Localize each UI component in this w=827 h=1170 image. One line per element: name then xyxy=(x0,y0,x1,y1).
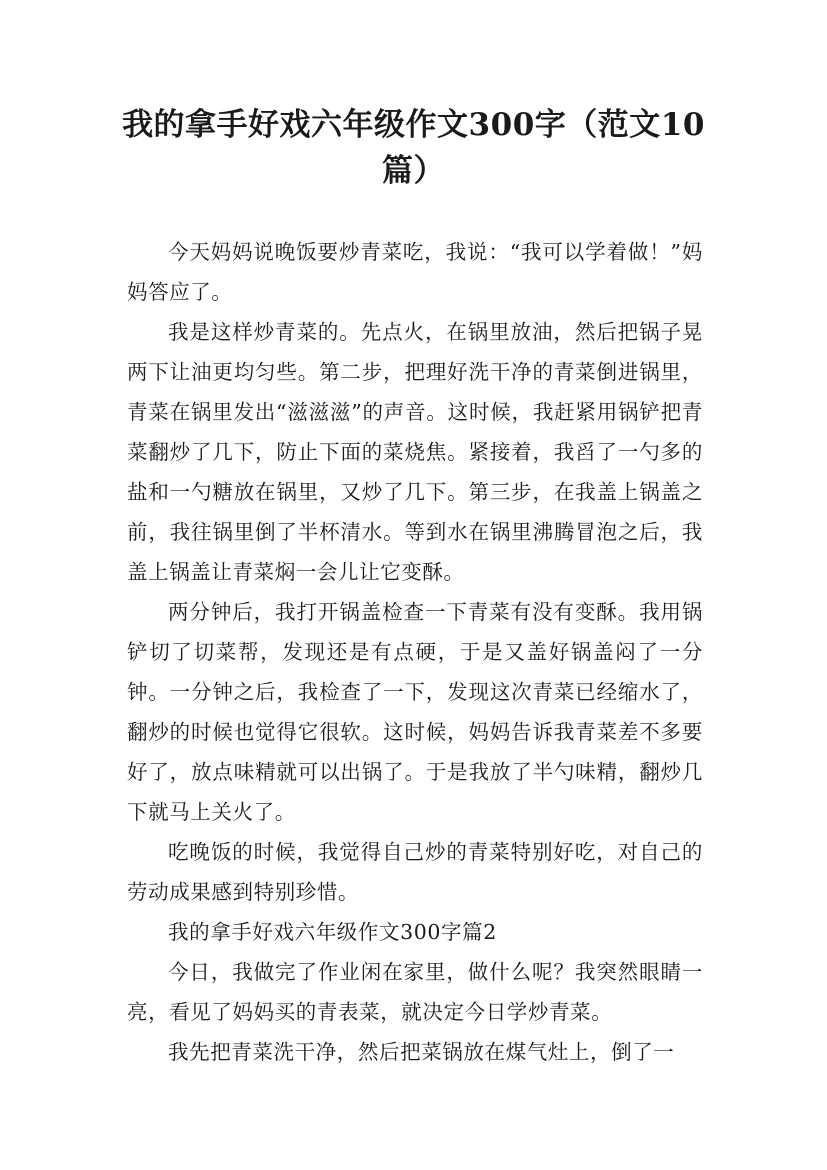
paragraph: 两分钟后，我打开锅盖检查一下青菜有没有变酥。我用锅铲切了切菜帮，发现还是有点硬，于是又盖好锅盖闷了一分钟。一分钟之后，我检查了一下，发现这次青菜已经缩水了，翻炒的时候也觉得它很软。这时候，妈妈告诉我青菜差不多要好了，放点味精就可以出锅了。于是我放了半勺味精，翻炒几下就马上关火了。 xyxy=(127,600,703,824)
paragraph: 今日，我做完了作业闲在家里，做什么呢？我突然眼睛一亮，看见了妈妈买的青表菜，就决定今日学炒青菜。 xyxy=(127,960,703,1024)
document-title: 我的拿手好戏六年级作文300字（范文10篇） xyxy=(122,107,705,189)
paragraph: 我是这样炒青菜的。先点火，在锅里放油，然后把锅子晃两下让油更均匀些。第二步，把理好洗干净的青菜倒进锅里，青菜在锅里发出“滋滋滋”的声音。这时候，我赶紧用锅铲把青菜翻炒了几下，防止下面的菜烧焦。紧接着，我舀了一勺多的盐和一勺糖放在锅里，又炒了几下。第三步，在我盖上锅盖之前，我往锅里倒了半杯清水。等到水在锅里沸腾冒泡之后，我盖上锅盖让青菜焖一会儿让它变酥。 xyxy=(127,320,703,584)
paragraph: 我先把青菜洗干净，然后把菜锅放在煤气灶上，倒了一 xyxy=(168,1040,675,1064)
section-heading: 我的拿手好戏六年级作文300字篇2 xyxy=(168,920,497,944)
paragraph: 今天妈妈说晚饭要炒青菜吃，我说：“我可以学着做！”妈妈答应了。 xyxy=(127,240,703,304)
document-body xyxy=(127,232,703,1072)
paragraph: 吃晚饭的时候，我觉得自己炒的青菜特别好吃，对自己的劳动成果感到特别珍惜。 xyxy=(127,840,703,904)
